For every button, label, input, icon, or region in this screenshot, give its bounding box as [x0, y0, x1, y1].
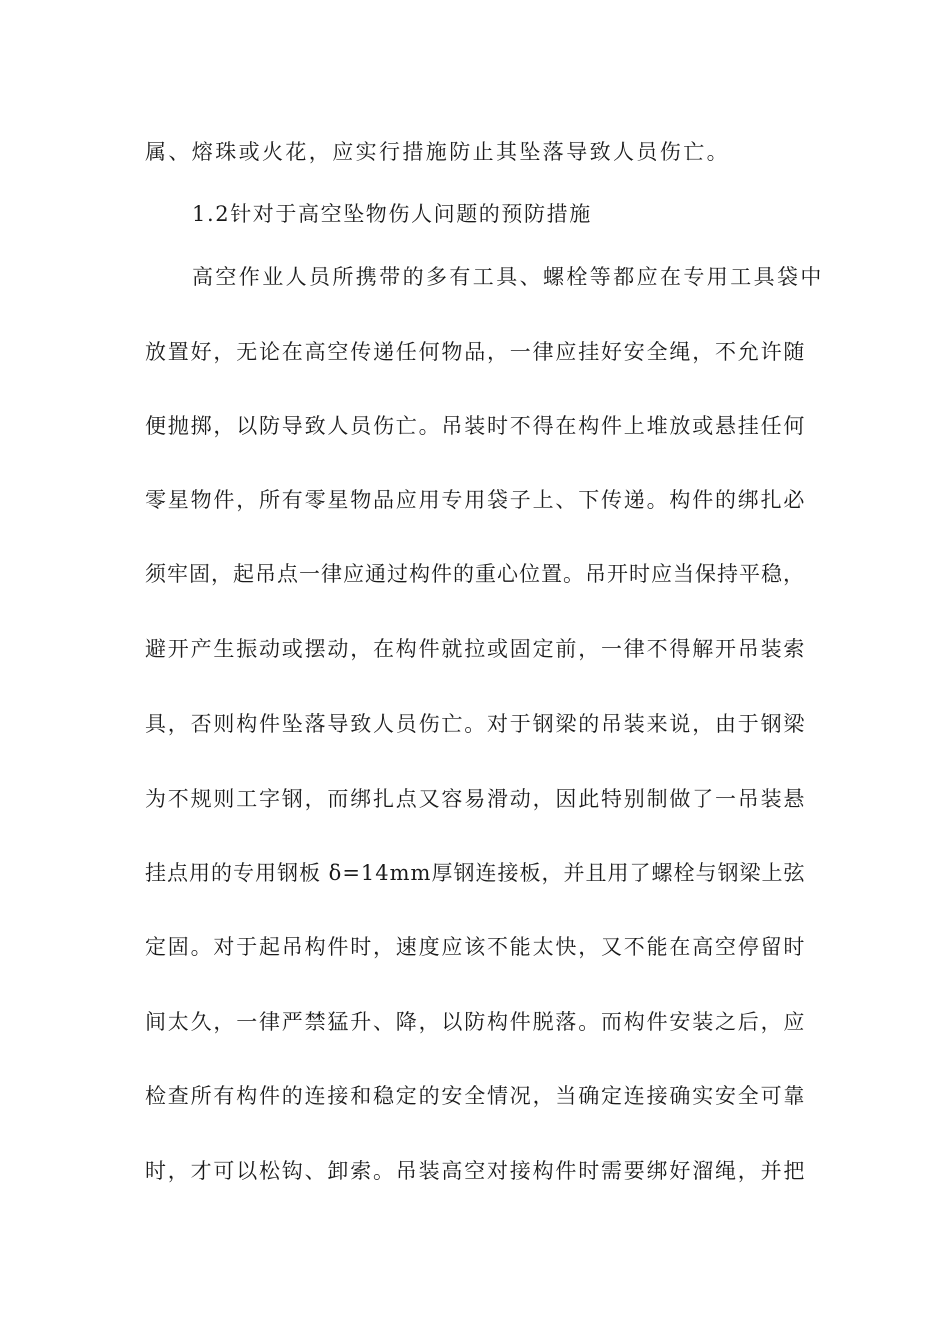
paragraph-line: 放置好，无论在高空传递任何物品，一律应挂好安全绳，不允许随	[145, 340, 807, 364]
paragraph-line: 检查所有构件的连接和稳定的安全情况，当确定连接确实安全可靠	[145, 1084, 807, 1108]
paragraph-line: 间太久，一律严禁猛升、降，以防构件脱落。而构件安装之后，应	[145, 1010, 807, 1034]
paragraph-continuation-line: 属、熔珠或火花，应实行措施防止其坠落导致人员伤亡。	[145, 140, 730, 164]
section-heading: 1.2针对于高空坠物伤人问题的预防措施	[192, 202, 592, 226]
paragraph-line: 须牢固，起吊点一律应通过构件的重心位置。吊开时应当保持平稳，	[145, 562, 805, 586]
paragraph-line: 便抛掷，以防导致人员伤亡。吊装时不得在构件上堆放或悬挂任何	[145, 414, 807, 438]
paragraph-line: 定固。对于起吊构件时，速度应该不能太快，又不能在高空停留时	[145, 935, 807, 959]
paragraph-line: 零星物件，所有零星物品应用专用袋子上、下传递。构件的绑扎必	[145, 488, 807, 512]
paragraph-line: 具，否则构件坠落导致人员伤亡。对于钢梁的吊装来说，由于钢梁	[145, 712, 807, 736]
paragraph-line: 为不规则工字钢，而绑扎点又容易滑动，因此特别制做了一吊装悬	[145, 787, 807, 811]
paragraph-line: 避开产生振动或摆动，在构件就拉或固定前，一律不得解开吊装索	[145, 637, 807, 661]
paragraph-line: 时，才可以松钩、卸索。吊装高空对接构件时需要绑好溜绳，并把	[145, 1159, 807, 1183]
paragraph-line: 高空作业人员所携带的多有工具、螺栓等都应在专用工具袋中	[192, 265, 824, 289]
paragraph-line: 挂点用的专用钢板 δ=14mm厚钢连接板，并且用了螺栓与钢梁上弦	[145, 861, 806, 885]
